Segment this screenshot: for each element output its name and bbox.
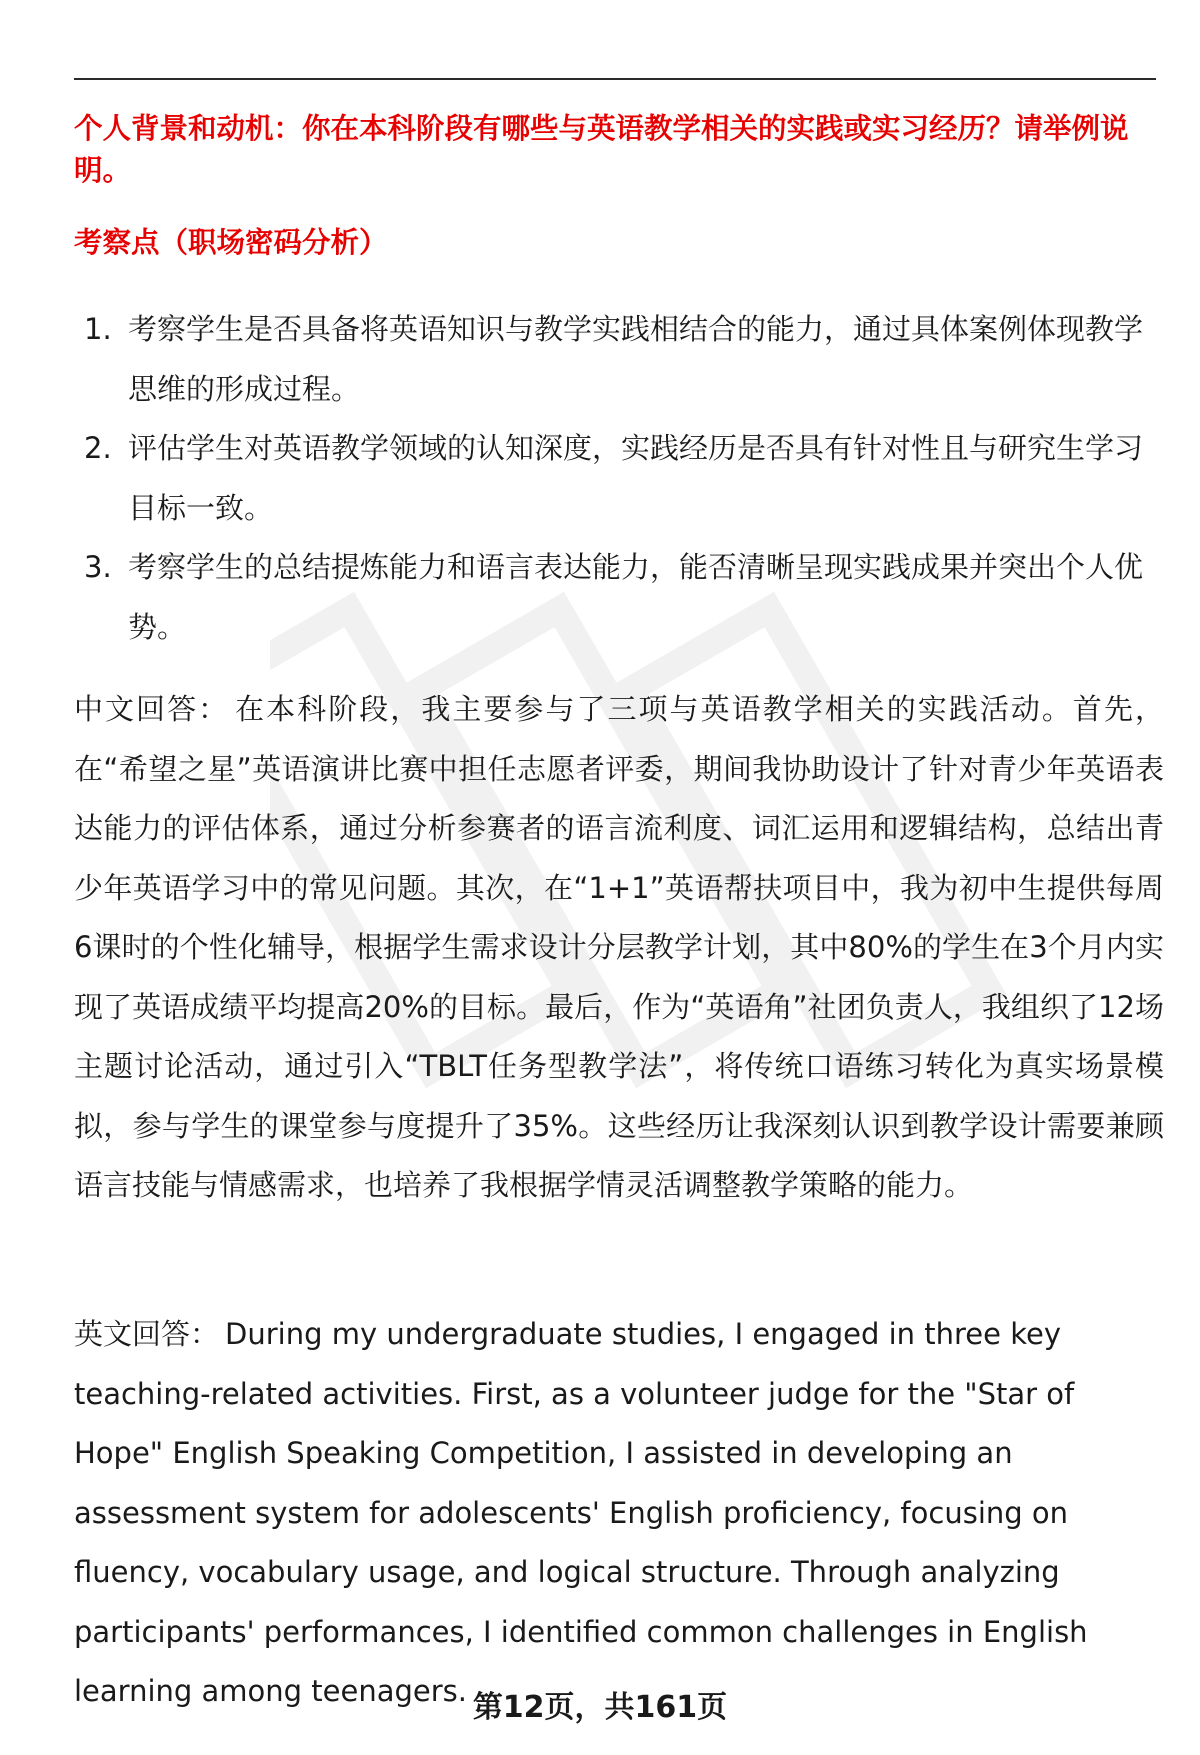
chinese-answer-text: 在本科阶段，我主要参与了三项与英语教学相关的实践活动。首先，在“希望之星”英语演讲比赛中担任志愿者评委，期间我协助设计了针对青少年英语表达能力的评估体系，通过分析参赛者的语言流利度、词汇运用和逻辑结构，总结出青少年英语学习中的常见问题。其次，在“1+1”英语帮扶项目中，我为初中生提供每周6课时的个性化辅导，根据学生需求设计分层教学计划，其中80%的学生在3个月内实现了英语成绩平均提高20%的目标。最后，作为“英语角”社团负责人，我组织了12场主题讨论活动，通过引入“TBLT任务型教学法”，将传统口语练习转化为真实场景模拟，参与学生的课堂参与度提升了35%。这些经历让我深刻认识到教学设计需要兼顾语言技能与情感需求，也培养了我根据学情灵活调整教学策略的能力。: [74, 692, 1164, 1202]
section-title: 考察点（职场密码分析）: [74, 226, 388, 259]
list-item-number: 3.: [84, 550, 112, 584]
list-item-text: 评估学生对英语教学领域的认知深度，实践经历是否具有针对性且与研究生学习目标一致。: [128, 431, 1144, 525]
list-item-number: 2.: [84, 431, 112, 465]
list-item-text: 考察学生的总结提炼能力和语言表达能力，能否清晰呈现实践成果并突出个人优势。: [128, 550, 1144, 644]
list-item-text: 考察学生是否具备将英语知识与教学实践相结合的能力，通过具体案例体现教学思维的形成过程。: [128, 312, 1144, 406]
list-item: [74, 300, 1156, 419]
chinese-answer-paragraph: [74, 680, 1164, 1216]
question-heading: 个人背景和动机：你在本科阶段有哪些与英语教学相关的实践或实习经历？请举例说明。: [74, 112, 1129, 187]
chinese-answer-label: 中文回答：: [74, 692, 230, 726]
english-answer-paragraph: [74, 1305, 1164, 1722]
list-item: [74, 538, 1156, 657]
list-item: [74, 419, 1156, 538]
list-item-number: 1.: [84, 312, 112, 346]
header-divider: [74, 78, 1156, 80]
english-answer-text: During my undergraduate studies, I engaged in three key teaching-related activities. First, as a volunteer judge for the "Star of Hope" English Speaking Competition, I assisted in developing an assessment system for adolescents' English proficiency, focusing on fluency, vocabulary usage, and logical structure. Through analyzing participants' performances, I identified common challenges in English learning among teenagers.: [74, 1317, 1088, 1708]
english-answer-label: 英文回答：: [74, 1317, 220, 1351]
assessment-points-list: [74, 300, 1156, 657]
page-number: 第12页，共161页: [472, 1690, 728, 1725]
